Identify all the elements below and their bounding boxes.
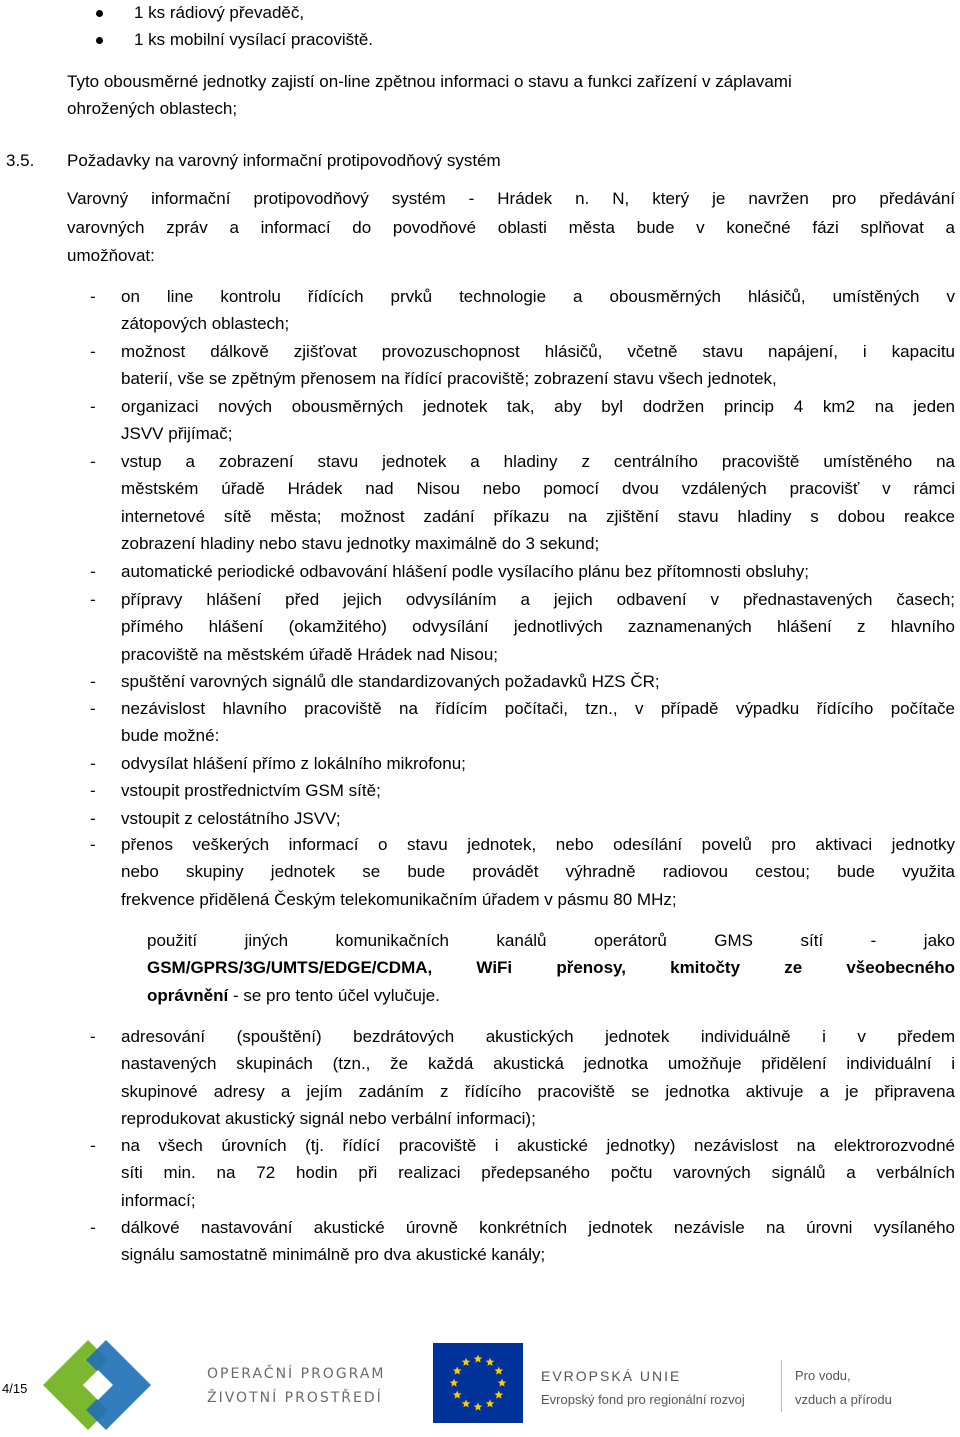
bullet-dot xyxy=(96,37,103,44)
intro-line: ohrožených oblastech; xyxy=(67,99,238,118)
footer-divider xyxy=(781,1360,782,1412)
section-title: Požadavky na varovný informační protipovodňový systém xyxy=(67,151,501,170)
para-line: umožňovat: xyxy=(67,246,155,265)
para-line: Varovný informační protipovodňový systém - Hrádek n. N, který je navržen pro předávání xyxy=(67,189,955,208)
eu-flag-icon xyxy=(433,1343,523,1423)
list-item-line: nezávislost hlavního pracoviště na řídícím počítači, tzn., v případě výpadku řídícího počítače xyxy=(121,699,955,718)
list-item-line: bude možné: xyxy=(121,726,220,746)
list-item-line: vstoupit prostřednictvím GSM sítě; xyxy=(121,781,381,800)
dash-marker: - xyxy=(90,1218,96,1237)
note-bold-word: oprávnění xyxy=(147,986,229,1005)
list-item-line: vstoupit z celostátního JSVV; xyxy=(121,809,341,828)
intro-line: Tyto obousměrné jednotky zajistí on-line zpětnou informaci o stavu a funkci zařízení v záplavami xyxy=(67,72,792,91)
dash-marker: - xyxy=(90,672,96,691)
slogan-line1: Pro vodu, xyxy=(795,1368,851,1383)
list-item-line: vstup a zobrazení stavu jednotek a hladiny z centrálního pracoviště umístěného na xyxy=(121,452,955,471)
list-item-line: signálu samostatně minimálně pro dva akustické kanály; xyxy=(121,1245,546,1265)
list-item-line: zobrazení hladiny nebo stavu jednotky maximálně do 3 sekund; xyxy=(121,533,600,553)
list-item-line: skupinové adresy a jejím zadáním z řídícího pracoviště se jednotka aktivuje a je připravena xyxy=(121,1081,955,1101)
list-item-line: JSVV přijímač; xyxy=(121,424,233,444)
list-item-line: spuštění varovných signálů dle standardizovaných požadavků HZS ČR; xyxy=(121,672,660,691)
list-item-line: automatické periodické odbavování hlášení podle vysílacího plánu bez přítomnosti obsluhy; xyxy=(121,562,809,581)
section-number: 3.5. xyxy=(6,151,35,170)
op-line2: ŽIVOTNÍ PROSTŘEDÍ xyxy=(207,1390,383,1406)
dash-marker: - xyxy=(90,590,96,609)
dash-marker: - xyxy=(90,781,96,800)
list-item-line: odvysílat hlášení přímo z lokálního mikrofonu; xyxy=(121,754,466,773)
list-item-line: informací; xyxy=(121,1190,196,1210)
list-item-line: přípravy hlášení před jejich odvysíláním a jejich odbavení v přednastavených časech; xyxy=(121,590,955,609)
list-item-line: organizaci nových obousměrných jednotek tak, aby byl dodržen princip 4 km2 na jeden xyxy=(121,397,955,416)
list-item-line: přenos veškerých informací o stavu jednotek, nebo odesílání povelů pro aktivaci jednotky xyxy=(121,835,955,854)
list-item-line: nebo skupiny jednotek se bude provádět výhradně radiovou cestou; bude využita xyxy=(121,862,955,882)
list-item-line: nastavených skupinách (tzn., že každá akustická jednotka umožňuje přidělení individuální i xyxy=(121,1054,955,1074)
list-item-line: internetové sítě města; možnost zadání příkazu na zjištění stavu hladiny s dobou reakce xyxy=(121,506,955,526)
bullet-dot xyxy=(96,10,103,17)
eu-title: EVROPSKÁ UNIE xyxy=(541,1368,682,1384)
list-item-line: pracoviště na městském úřadě Hrádek nad Nisou; xyxy=(121,644,499,664)
dash-marker: - xyxy=(90,1027,96,1046)
list-item-line: dálkové nastavování akustické úrovně konkrétních jednotek nezávisle na úrovni vysílaného xyxy=(121,1218,955,1237)
dash-marker: - xyxy=(90,835,96,854)
note-line: použití jiných komunikačních kanálů operátorů GMS sítí - jako xyxy=(147,931,955,950)
list-item-line: reprodukovat akustický signál nebo verbální informaci); xyxy=(121,1108,536,1128)
list-item-line: baterií, vše se zpětným přenosem na řídící pracoviště; zobrazení stavu všech jednotek, xyxy=(121,369,777,389)
note-line xyxy=(147,986,440,1006)
list-item-line: síti min. na 72 hodin při realizaci předepsaného počtu varovných signálů a verbálních xyxy=(121,1163,955,1183)
dash-marker: - xyxy=(90,287,96,306)
bullet-text: 1 ks mobilní vysílací pracoviště. xyxy=(134,30,374,49)
list-item-line: zátopových oblastech; xyxy=(121,314,290,334)
dash-marker: - xyxy=(90,1136,96,1155)
slogan-line2: vzduch a přírodu xyxy=(795,1392,892,1407)
note-rest: - se pro tento účel vylučuje. xyxy=(228,986,440,1005)
list-item-line: na všech úrovních (tj. řídící pracoviště i akustické jednotky) nezávislost na elektrorozvodné xyxy=(121,1136,955,1155)
list-item-line: možnost dálkově zjišťovat provozuschopnost hlásičů, včetně stavu napájení, i kapacitu xyxy=(121,342,955,361)
bullet-text: 1 ks rádiový převaděč, xyxy=(134,3,305,22)
list-item-line: přímého hlášení (okamžitého) odvysílání jednotlivých zaznamenaných hlášení z hlavního xyxy=(121,617,955,637)
list-item-line: on line kontrolu řídících prvků technologie a obousměrných hlásičů, umístěných v xyxy=(121,287,955,306)
dash-marker: - xyxy=(90,452,96,471)
eu-fund: Evropský fond pro regionální rozvoj xyxy=(541,1392,745,1407)
list-item-line: frekvence přidělená Českým telekomunikačním úřadem v pásmu 80 MHz; xyxy=(121,889,677,909)
note-line-bold: GSM/GPRS/3G/UMTS/EDGE/CDMA, WiFi přenosy, kmitočty ze všeobecného xyxy=(147,958,955,977)
opzp-logo-icon xyxy=(43,1340,171,1430)
list-item-line: městském úřadě Hrádek nad Nisou nebo pomocí dvou vzdálených pracovišť v rámci xyxy=(121,479,955,499)
op-line1: OPERAČNÍ PROGRAM xyxy=(207,1366,386,1382)
dash-marker: - xyxy=(90,699,96,718)
page-number: 4/15 xyxy=(2,1381,28,1396)
para-line: varovných zpráv a informací do povodňové oblasti města bude v konečné fázi splňovat a xyxy=(67,218,955,237)
dash-marker: - xyxy=(90,809,96,828)
dash-marker: - xyxy=(90,342,96,361)
dash-marker: - xyxy=(90,754,96,773)
dash-marker: - xyxy=(90,562,96,581)
list-item-line: adresování (spouštění) bezdrátových akustických jednotek individuálně i v předem xyxy=(121,1027,955,1046)
dash-marker: - xyxy=(90,397,96,416)
